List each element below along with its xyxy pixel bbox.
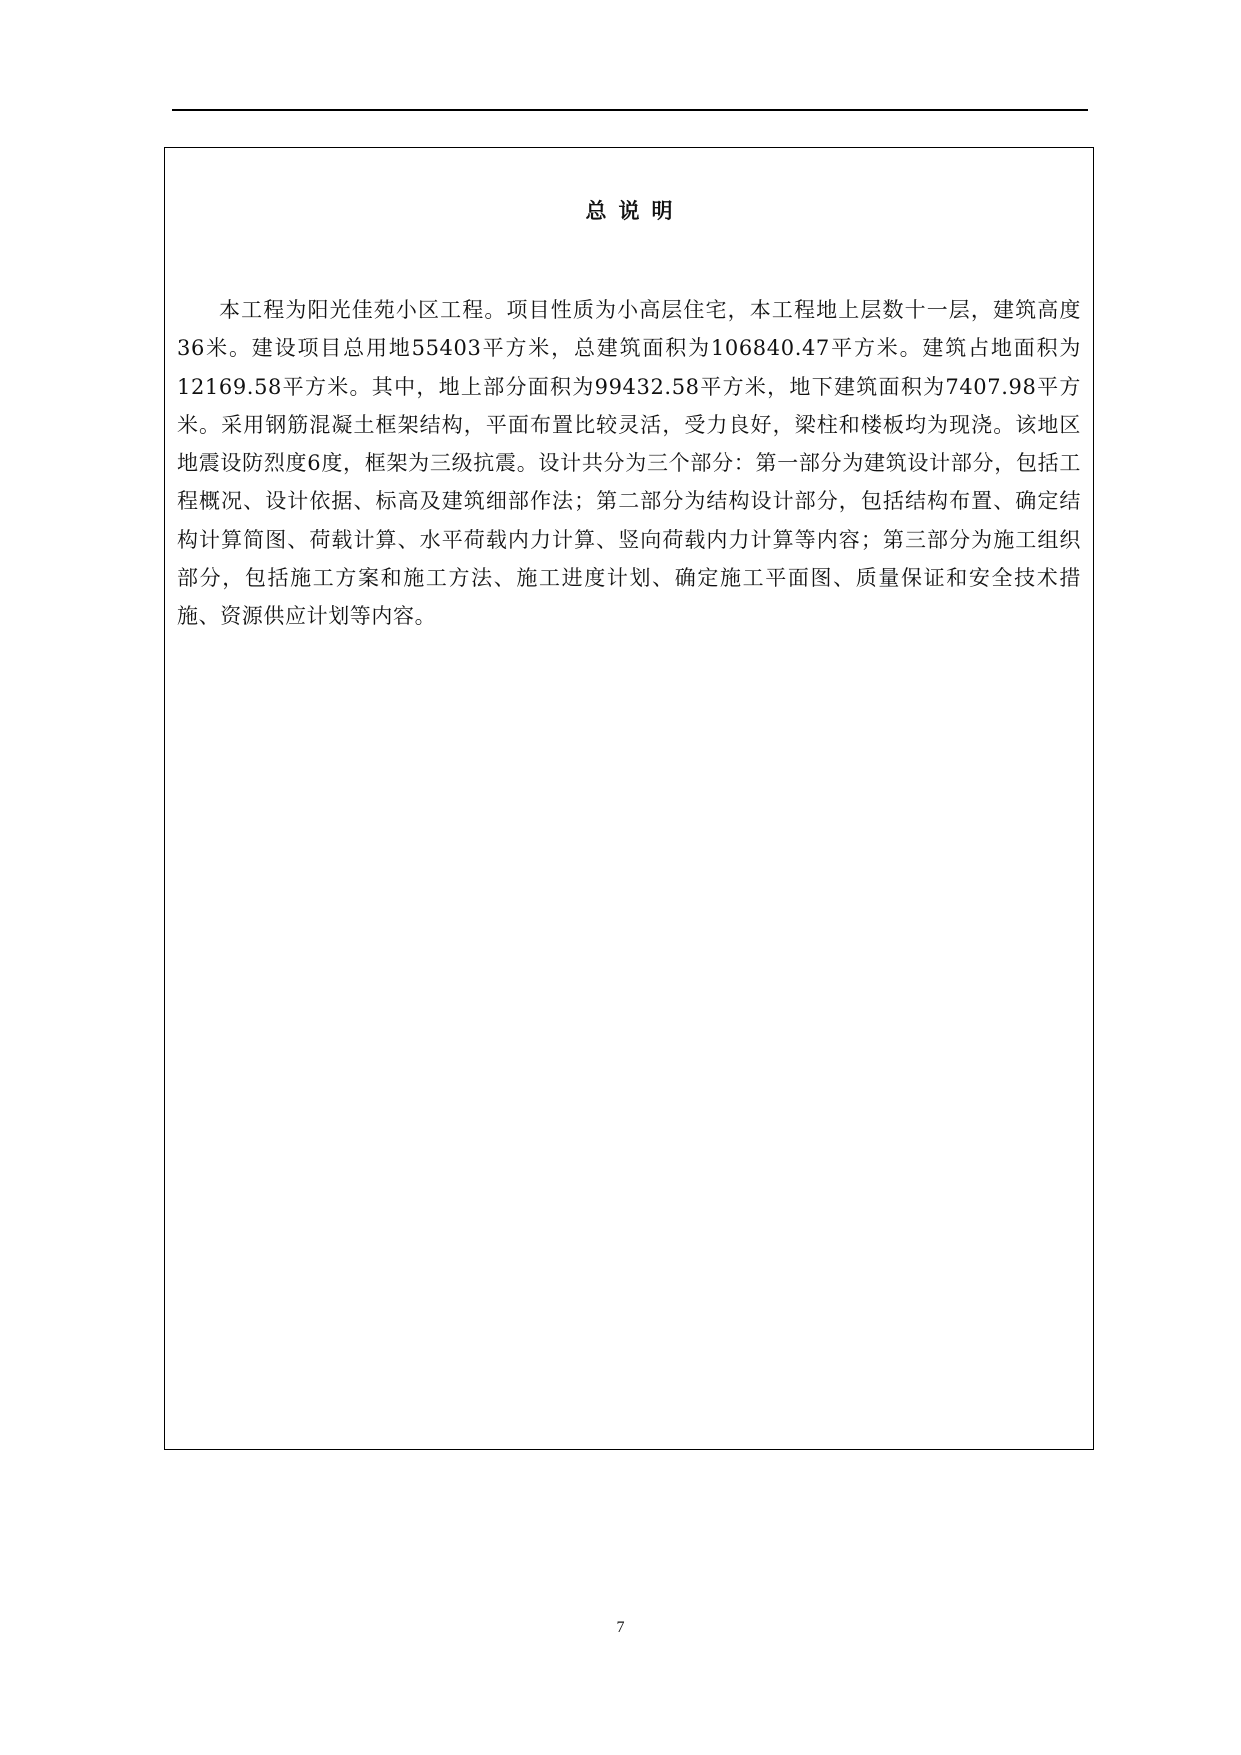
body-paragraph: 本工程为阳光佳苑小区工程。项目性质为小高层住宅，本工程地上层数十一层，建筑高度36米。建设项目总用地55403平方米，总建筑面积为106840.47平方米。建筑占地面积为12169.58平方米。其中，地上部分面积为99432.58平方米，地下建筑面积为7407.98平方米。采用钢筋混凝土框架结构，平面布置比较灵活，受力良好，梁柱和楼板均为现浇。该地区地震设防烈度6度，框架为三级抗震。设计共分为三个部分：第一部分为建筑设计部分，包括工程概况、设计依据、标高及建筑细部作法；第二部分为结构设计部分，包括结构布置、确定结构计算简图、荷载计算、水平荷载内力计算、竖向荷载内力计算等内容；第三部分为施工组织部分，包括施工方案和施工方法、施工进度计划、确定施工平面图、质量保证和安全技术措施、资源供应计划等内容。 [177,298,1081,629]
content-box [164,147,1094,1450]
page-number: 7 [616,1619,625,1636]
section-title: 总说明 [585,199,685,223]
header-rule [172,109,1088,111]
